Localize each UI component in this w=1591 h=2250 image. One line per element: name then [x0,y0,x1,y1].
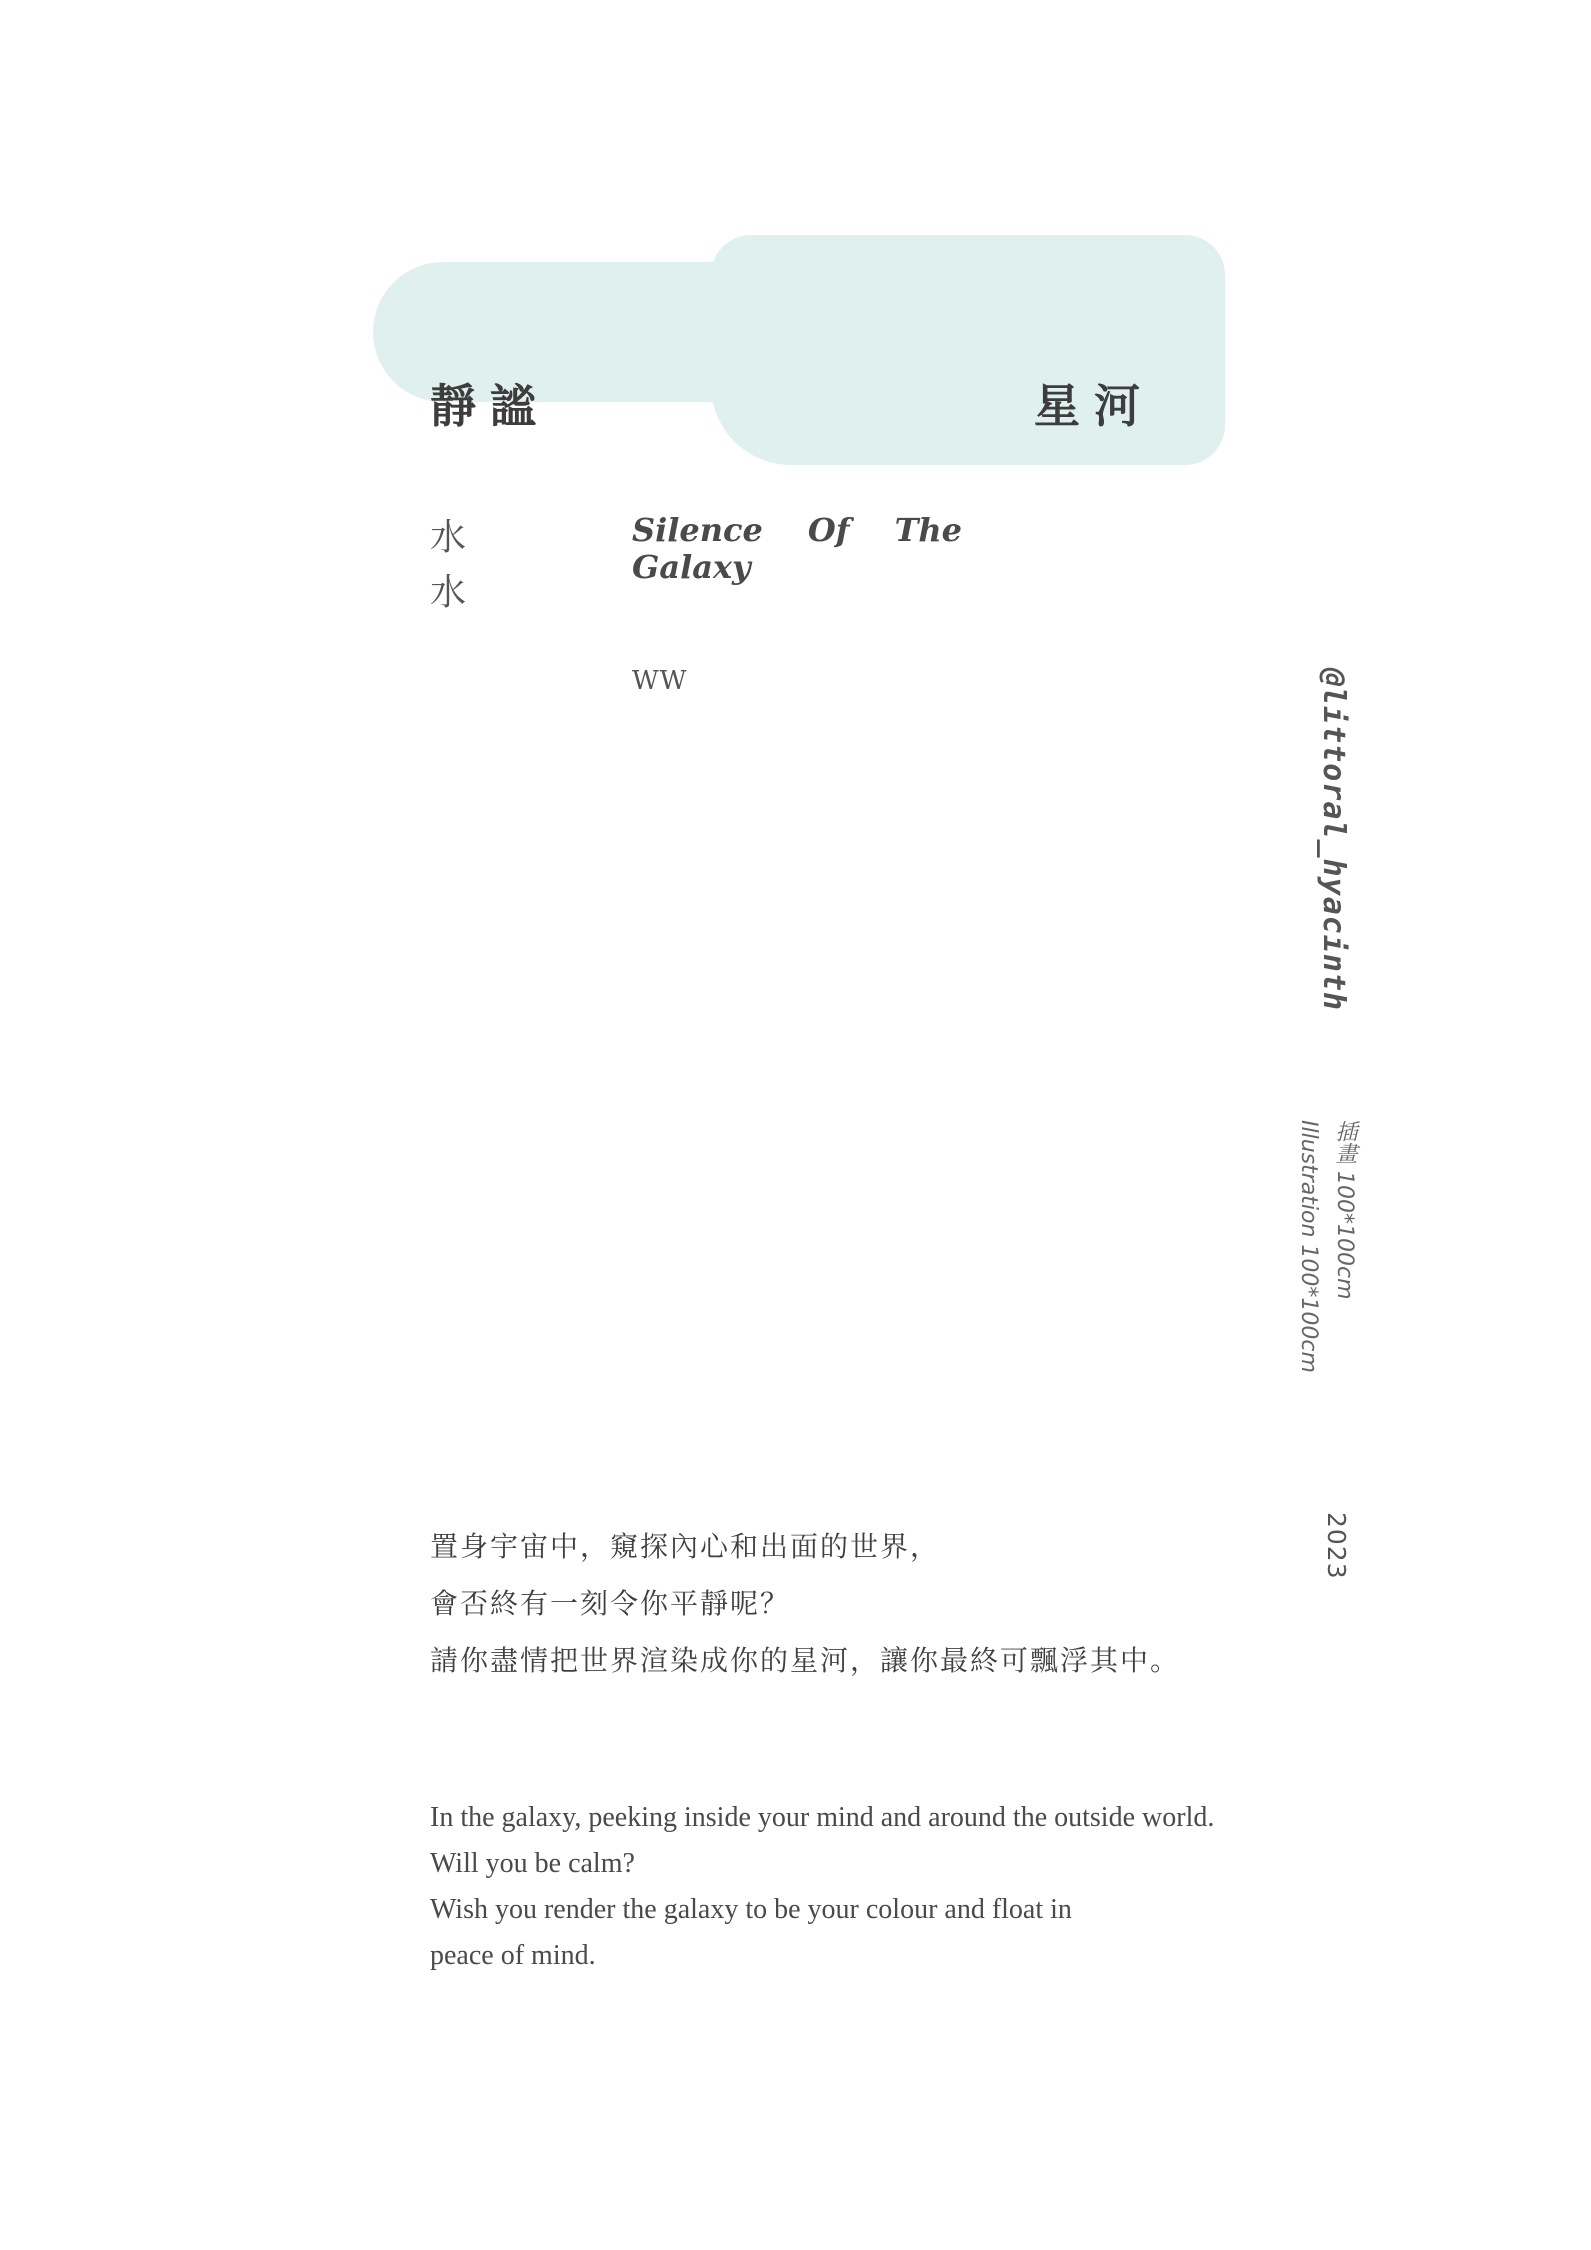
title-en-line2: Galaxy [632,548,751,586]
title-en [632,512,962,586]
description-en-line: Wish you render the galaxy to be your colour and float in [430,1894,1072,1925]
author-name-zh: 水水 [430,517,467,613]
description-en-line: peace of mind. [430,1940,596,1971]
description-zh-line: 請你盡情把世界渲染成你的星河，讓你最終可飄浮其中。 [430,1644,1181,1677]
artwork-spec-zh: 插畫 100*100cm [1332,1120,1357,1300]
title-zh-right: 星河 [1034,379,1154,433]
title-zh-left: 靜謐 [430,379,550,433]
artwork-spec [1290,1120,1362,1373]
year-label: 2023 [1322,1512,1351,1580]
social-handle: @littoral_hyacinth [1316,668,1351,1012]
description-zh [430,1518,1180,1689]
description-en [430,1795,1214,1979]
author-name-en: WW [632,666,688,696]
artwork-spec-en: Illustration 100*100cm [1296,1120,1321,1373]
description-en-line: Will you be calm? [430,1848,635,1879]
description-en-line: In the galaxy, peeking inside your mind and around the outside world. [430,1802,1215,1833]
description-zh-line: 會否終有一刻令你平靜呢？ [430,1587,791,1620]
description-zh-line: 置身宇宙中，窺探內心和出面的世界， [430,1530,941,1563]
title-en-line1: Silence Of The [632,511,962,549]
